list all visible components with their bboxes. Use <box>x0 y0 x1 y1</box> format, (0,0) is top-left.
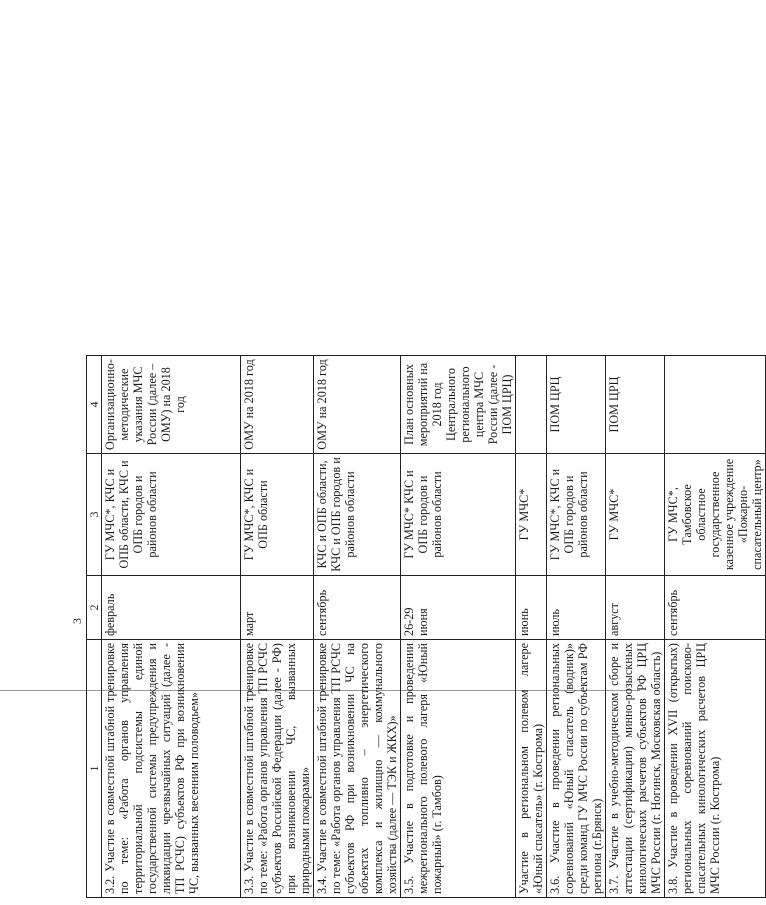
event-basis <box>516 356 547 454</box>
event-participants: ГУ МЧС* <box>516 454 547 576</box>
events-plan-table <box>86 355 766 898</box>
table-row <box>314 356 401 898</box>
table-row <box>241 356 314 898</box>
event-participants: ГУ МЧС*, КЧС и ОПБ области <box>241 454 314 576</box>
event-date: сентябрь <box>665 576 766 640</box>
event-participants: КЧС и ОПБ области, КЧС и ОПБ городов и районов области <box>314 454 401 576</box>
event-description: Участие в региональном полевом лагере «Юный спасатель» (г. Кострома) <box>516 640 547 898</box>
event-date: июль <box>547 576 606 640</box>
table-row <box>665 356 766 898</box>
table-row <box>401 356 516 898</box>
table-row <box>516 356 547 898</box>
event-date: февраль <box>102 576 241 640</box>
event-participants: ГУ МЧС*, КЧС и ОПБ области, КЧС и ОПБ городов и районов области <box>102 454 241 576</box>
header-col-2: 2 <box>87 576 102 640</box>
event-date: март <box>241 576 314 640</box>
event-description: 3.7. Участие в учебно-методическом сборе и аттестации (сертификации) минно-розыскных кинологических расчетов субъектов РФ ЦРЦ МЧС России (г. Ногинск, Московская область) <box>606 640 665 898</box>
header-col-4: 4 <box>87 356 102 454</box>
header-col-1: 1 <box>87 640 102 898</box>
event-description: 3.4. Участие в совместной штабной тренировке по теме: «Работа органов управления ТП РСЧС субъектов РФ при возникновении ЧС на объектах топливно – энергетического комплекса и жилищно — коммунального хозяйства (далее — ТЭК и ЖКХ)» <box>314 640 401 898</box>
event-description: 3.6. Участие в проведении региональных соревнований «Юный спасатель (водник)» среди команд ГУ МЧС России по субъектам РФ региона (г.Брянск) <box>547 640 606 898</box>
table-row <box>547 356 606 898</box>
event-basis: ПОМ ЦРЦ <box>606 356 665 454</box>
event-basis <box>665 356 766 454</box>
event-date: сентябрь <box>314 576 401 640</box>
header-col-3: 3 <box>87 454 102 576</box>
event-description: 3.8. Участие в проведении XVII (открытых) региональных соревнований поисково-спасательных кинологических расчетов ЦРЦ МЧС России (г. Кострома) <box>665 640 766 898</box>
event-basis: ОМУ на 2018 год <box>241 356 314 454</box>
event-description: 3.2. Участие в совместной штабной тренировке по теме: «Работа органов управления территориальной подсистемы единой государственной системы предупреждения и ликвидации чрезвычайных ситуаций (далее - ТП РСЧС) субъектов РФ при возникновении ЧС, вызванных весенним половодьем» <box>102 640 241 898</box>
event-participants: ГУ МЧС*, Тамбовское областное государственное казенное учреждение «Пожарно-спасательный центр» <box>665 454 766 576</box>
table-header-row <box>87 356 102 898</box>
table-row <box>606 356 665 898</box>
event-date: июнь <box>516 576 547 640</box>
event-participants: ГУ МЧС*, КЧС и ОПБ городов и районов области <box>547 454 606 576</box>
event-date: август <box>606 576 665 640</box>
page-number: 3 <box>70 618 84 624</box>
event-basis: Организационно-методические указания МЧС России (далее – ОМУ) на 2018 год <box>102 356 241 454</box>
rotated-page-content <box>70 38 764 898</box>
event-participants: ГУ МЧС* КЧС и ОПБ городов и районов области <box>401 454 516 576</box>
event-date: 26-29 июня <box>401 576 516 640</box>
event-basis: ОМУ на 2018 год <box>314 356 401 454</box>
event-description: 3.3. Участие в совместной штабной тренировке по теме: «Работа органов управления ТП РСЧС субъектов Российской Федерации (далее - РФ) при возникновении ЧС, вызванных природными пожарами» <box>241 640 314 898</box>
table-row <box>102 356 241 898</box>
event-basis: ПОМ ЦРЦ <box>547 356 606 454</box>
event-participants: ГУ МЧС* <box>606 454 665 576</box>
event-basis: План основных мероприятий на 2018 год Центрального регионального центра МЧС России (далее - ПОМ ЦРЦ) <box>401 356 516 454</box>
event-description: 3.5. Участие в подготовке и проведении межрегионального полевого лагеря «Юный пожарный» (г. Тамбов) <box>401 640 516 898</box>
